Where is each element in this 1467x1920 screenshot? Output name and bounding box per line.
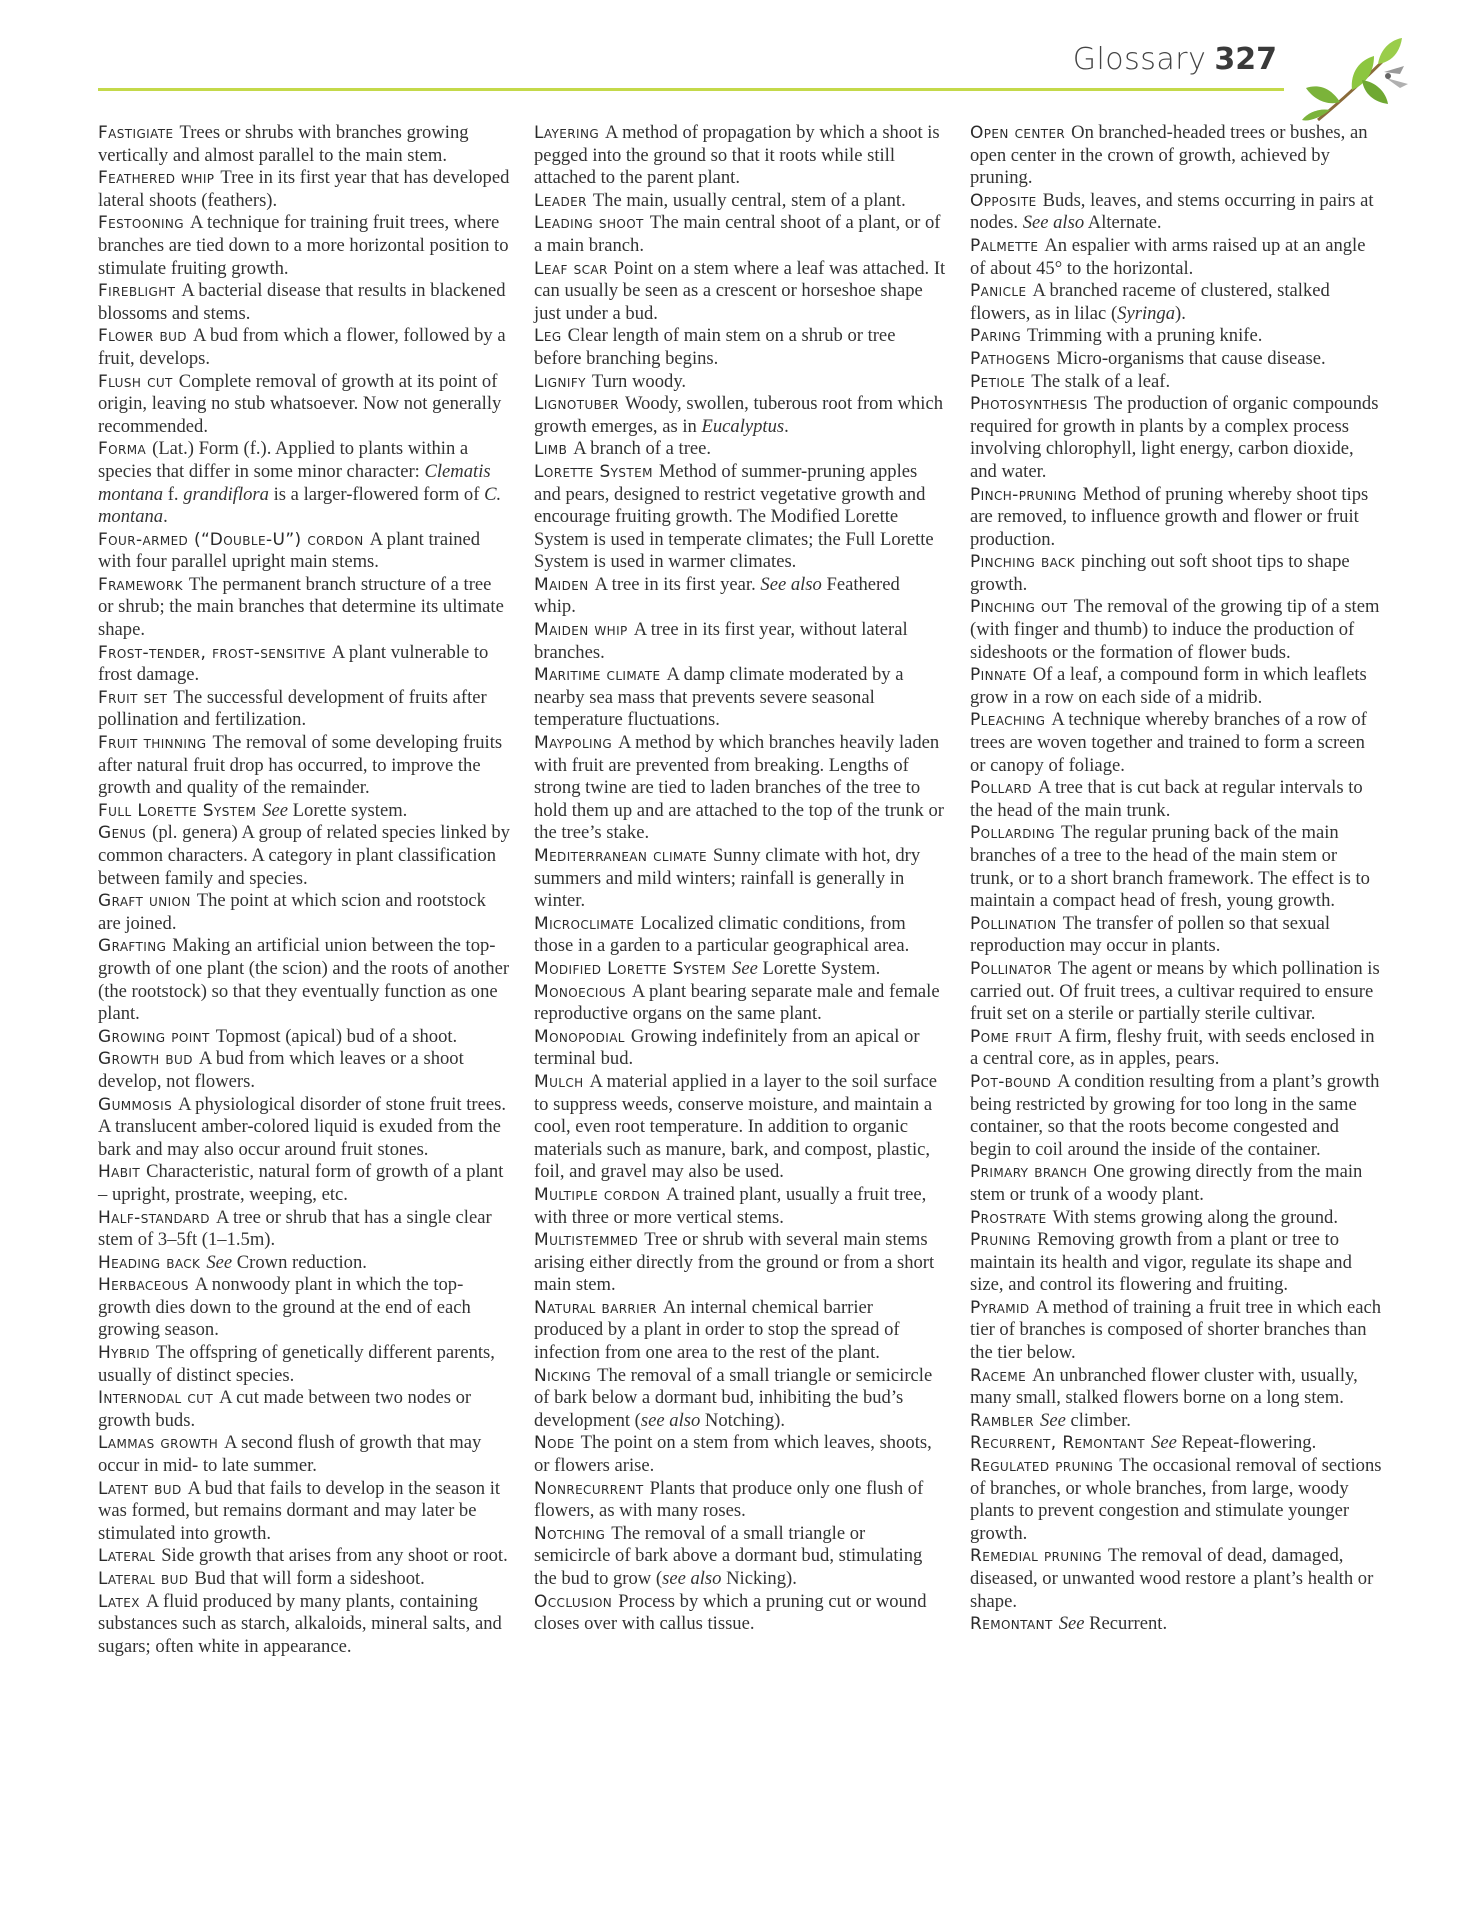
glossary-entry xyxy=(534,1591,946,1636)
glossary-title: Glossary xyxy=(1072,42,1207,77)
glossary-definition: The removal of some developing fruits after natural fruit drop has occurred, to improve the growth and quality of the remainder. xyxy=(98,732,503,799)
glossary-definition: Point on a stem where a leaf was attached. It can usually be seen as a crescent or horseshoe shape just under a bud. xyxy=(534,257,946,324)
glossary-definition: Trimming with a pruning knife. xyxy=(1027,325,1263,347)
glossary-entry xyxy=(970,1161,1382,1206)
glossary-term: Occlusion xyxy=(534,1591,613,1612)
glossary-entry xyxy=(534,1026,946,1071)
glossary-entry xyxy=(970,664,1382,709)
glossary-entry xyxy=(534,1365,946,1433)
glossary-entry xyxy=(534,1478,946,1523)
glossary-term: Lateral bud xyxy=(98,1569,189,1589)
glossary-definition: Tree or shrub with several main stems arising either directly from the ground or from a short main stem. xyxy=(534,1229,935,1296)
glossary-term: Internodal cut xyxy=(98,1388,214,1409)
glossary-definition: Characteristic, natural form of growth of a plant – upright, prostrate, weeping, etc. xyxy=(98,1161,504,1205)
glossary-entry xyxy=(970,235,1382,280)
glossary-column-2 xyxy=(534,122,946,1636)
glossary-term: Festooning xyxy=(98,213,184,234)
glossary-term: Habit xyxy=(98,1162,141,1183)
glossary-term: Photosynthesis xyxy=(970,394,1088,415)
glossary-definition: A bud from which leaves or a shoot develop, not flowers. xyxy=(98,1048,464,1092)
glossary-entry xyxy=(98,1161,510,1206)
glossary-entry xyxy=(970,393,1382,483)
glossary-term: Pinch-pruning xyxy=(970,484,1077,505)
glossary-entry xyxy=(98,1568,510,1591)
glossary-entry xyxy=(534,122,946,190)
glossary-definition: A fluid produced by many plants, containing substances such as starch, alkaloids, mineral salts, and sugars; often white in appearance. xyxy=(98,1590,502,1657)
glossary-entry xyxy=(970,1026,1382,1071)
glossary-term: Pollarding xyxy=(970,823,1055,844)
glossary-definition: A cut made between two nodes or growth buds. xyxy=(98,1387,472,1431)
glossary-term: Leg xyxy=(534,326,562,347)
glossary-entry xyxy=(98,1274,510,1342)
glossary-definition: Bud that will form a sideshoot. xyxy=(194,1568,425,1589)
glossary-entry xyxy=(98,732,510,800)
glossary-definition: A branch of a tree. xyxy=(573,438,712,460)
glossary-term: Latent bud xyxy=(98,1478,182,1499)
glossary-definition: A nonwoody plant in which the top-growth dies down to the ground at the end of each growing season. xyxy=(98,1274,471,1341)
glossary-term: Growth bud xyxy=(98,1049,193,1070)
glossary-definition: Woody, swollen, tuberous root from which growth emerges, as in Eucalyptus. xyxy=(534,393,943,437)
glossary-entry xyxy=(534,325,946,370)
glossary-term: Grafting xyxy=(98,936,167,957)
glossary-definition: Trees or shrubs with branches growing vertically and almost parallel to the main stem. xyxy=(98,122,469,166)
glossary-term: Pot-bound xyxy=(970,1071,1052,1092)
glossary-definition: An internal chemical barrier produced by a plant in order to stop the spread of infection from one area to the rest of the plant. xyxy=(534,1296,900,1364)
glossary-entry xyxy=(970,371,1382,394)
glossary-definition: See Crown reduction. xyxy=(206,1251,367,1273)
glossary-definition: Growing indefinitely from an apical or terminal bud. xyxy=(534,1025,920,1070)
glossary-definition: See Lorette System. xyxy=(732,957,881,979)
glossary-entry xyxy=(98,687,510,732)
glossary-term: Maiden xyxy=(534,574,589,595)
glossary-term: Pathogens xyxy=(970,348,1051,369)
glossary-entry xyxy=(98,890,510,935)
glossary-definition: Buds, leaves, and stems occurring in pairs at nodes. See also Alternate. xyxy=(970,189,1374,234)
glossary-definition: The point at which scion and rootstock are joined. xyxy=(98,890,486,934)
glossary-term: Graft union xyxy=(98,891,191,912)
glossary-entry xyxy=(534,1184,946,1229)
glossary-term: Pinnate xyxy=(970,665,1027,686)
glossary-definition: See climber. xyxy=(1040,1409,1131,1431)
glossary-definition: Tree in its first year that has developed lateral shoots (feathers). xyxy=(98,167,510,211)
glossary-entry xyxy=(534,190,946,213)
glossary-term: Panicle xyxy=(970,281,1027,302)
glossary-definition: Side growth that arises from any shoot or root. xyxy=(161,1545,508,1567)
glossary-definition: (Lat.) Form (f.). Applied to plants within a species that differ in some minor character: Clematis montana f. grandiflora is a larger-flowered form of C. montana. xyxy=(98,438,502,528)
glossary-entry xyxy=(970,1229,1382,1297)
glossary-term: Maiden whip xyxy=(534,620,628,641)
glossary-entry xyxy=(534,732,946,845)
glossary-entry xyxy=(970,190,1382,235)
glossary-entry xyxy=(98,1094,510,1162)
glossary-term: Node xyxy=(534,1433,575,1454)
glossary-definition: One growing directly from the main stem or trunk of a woody plant. xyxy=(970,1161,1363,1205)
glossary-entry xyxy=(98,574,510,642)
glossary-definition: The permanent branch structure of a tree or shrub; the main branches that determine its ultimate shape. xyxy=(98,573,504,641)
glossary-entry xyxy=(534,981,946,1026)
glossary-entry xyxy=(534,664,946,732)
glossary-definition: Sunny climate with hot, dry summers and mild winters; rainfall is generally in winter. xyxy=(534,845,921,912)
glossary-term: Half-standard xyxy=(98,1207,210,1228)
glossary-definition: The removal of a small triangle or semicircle of bark below a dormant bud, inhibiting the bud’s development (see also Notching). xyxy=(534,1364,933,1431)
glossary-entry xyxy=(970,551,1382,596)
glossary-entry xyxy=(98,122,510,167)
glossary-term: Rambler xyxy=(970,1410,1035,1431)
glossary-term: Remontant xyxy=(970,1614,1053,1635)
glossary-definition: See Lorette system. xyxy=(262,799,408,821)
glossary-term: Mulch xyxy=(534,1071,584,1092)
glossary-term: Fastigiate xyxy=(98,123,174,143)
glossary-definition: The main, usually central, stem of a plant. xyxy=(592,189,906,211)
glossary-term: Pinching back xyxy=(970,552,1076,573)
glossary-entry xyxy=(98,822,510,890)
glossary-term: Growing point xyxy=(98,1026,210,1047)
glossary-definition: A plant vulnerable to frost damage. xyxy=(98,641,489,686)
glossary-entry xyxy=(970,777,1382,822)
glossary-definition: A branched raceme of clustered, stalked flowers, as in lilac (Syringa). xyxy=(970,280,1330,324)
glossary-entry xyxy=(970,709,1382,777)
glossary-entry xyxy=(98,280,510,325)
glossary-entry xyxy=(970,325,1382,348)
glossary-entry xyxy=(98,529,510,574)
glossary-entry xyxy=(98,167,510,212)
glossary-entry xyxy=(98,212,510,280)
glossary-entry xyxy=(98,1207,510,1252)
glossary-entry xyxy=(970,1545,1382,1613)
glossary-term: Open center xyxy=(970,123,1066,143)
glossary-term: Regulated pruning xyxy=(970,1456,1114,1477)
glossary-term: Multiple cordon xyxy=(534,1184,661,1205)
glossary-definition: A trained plant, usually a fruit tree, with three or more vertical stems. xyxy=(534,1183,927,1228)
glossary-term: Gummosis xyxy=(98,1094,173,1115)
glossary-term: Pruning xyxy=(970,1230,1031,1251)
glossary-entry xyxy=(534,1229,946,1297)
glossary-definition: A technique for training fruit trees, where branches are tied down to a more horizontal position to stimulate fruiting growth. xyxy=(98,212,509,279)
glossary-term: Opposite xyxy=(970,190,1037,211)
glossary-column-3 xyxy=(970,122,1382,1636)
glossary-definition: A bud that fails to develop in the season it was formed, but remains dormant and may later be stimulated into growth. xyxy=(98,1477,501,1544)
glossary-term: Pollard xyxy=(970,778,1032,799)
glossary-entry xyxy=(98,1432,510,1477)
glossary-definition: A bacterial disease that results in blackened blossoms and stems. xyxy=(98,280,506,324)
glossary-entry xyxy=(970,958,1382,1026)
glossary-term: Leading shoot xyxy=(534,213,644,234)
glossary-entry xyxy=(98,1252,510,1275)
glossary-definition: A method of training a fruit tree in which each tier of branches is composed of shorter branches than the tier below. xyxy=(970,1296,1381,1364)
glossary-definition: See Recurrent. xyxy=(1058,1613,1168,1635)
glossary-definition: The stalk of a leaf. xyxy=(1031,370,1171,392)
glossary-definition: Of a leaf, a compound form in which leaflets grow in a row on each side of a midrib. xyxy=(970,664,1367,708)
glossary-definition: A tree in its first year, without lateral branches. xyxy=(534,619,908,663)
glossary-definition: On branched-headed trees or bushes, an open center in the crown of growth, achieved by pruning. xyxy=(970,122,1368,189)
glossary-definition: A plant trained with four parallel upright main stems. xyxy=(98,528,481,573)
glossary-term: Pome fruit xyxy=(970,1026,1052,1047)
glossary-definition: The transfer of pollen so that sexual reproduction may occur in plants. xyxy=(970,912,1331,957)
glossary-term: Heading back xyxy=(98,1252,201,1273)
glossary-entry xyxy=(970,1365,1382,1410)
glossary-definition: A tree in its first year. See also Feathered whip. xyxy=(534,573,900,618)
glossary-definition: Making an artificial union between the top-growth of one plant (the scion) and the roots of another (the rootstock) so that they eventually function as one plant. xyxy=(98,935,510,1025)
glossary-entry xyxy=(534,619,946,664)
running-head xyxy=(1073,42,1277,77)
glossary-definition: A plant bearing separate male and female reproductive organs on the same plant. xyxy=(534,980,940,1025)
glossary-entry xyxy=(98,1545,510,1568)
glossary-entry xyxy=(534,1523,946,1591)
glossary-definition: The agent or means by which pollination is carried out. Of fruit trees, a cultivar required to ensure fruit set on a sterile or partially sterile cultivar. xyxy=(970,957,1380,1025)
pruning-leaf-icon xyxy=(1300,32,1412,132)
glossary-definition: (pl. genera) A group of related species linked by common characters. A category in plant classification between family and species. xyxy=(98,822,510,889)
glossary-term: Nonrecurrent xyxy=(534,1478,644,1499)
glossary-term: Flower bud xyxy=(98,326,187,347)
page-number: 327 xyxy=(1214,42,1277,77)
glossary-definition: Turn woody. xyxy=(591,370,687,392)
glossary-entry xyxy=(970,1071,1382,1161)
glossary-term: Recurrent, Remontant xyxy=(970,1433,1146,1454)
glossary-definition: A material applied in a layer to the soil surface to suppress weeds, conserve moisture, and maintain a cool, even root temperature. In addition to organic materials such as manure, bark, and compost, plastic, foil, and gravel may also be used. xyxy=(534,1070,938,1183)
glossary-term: Fireblight xyxy=(98,281,176,302)
glossary-definition: A bud from which a flower, followed by a fruit, develops. xyxy=(98,325,506,369)
glossary-definition: The offspring of genetically different parents, usually of distinct species. xyxy=(98,1342,495,1386)
glossary-definition: Localized climatic conditions, from those in a garden to a particular geographical area. xyxy=(534,912,910,957)
glossary-entry xyxy=(970,1297,1382,1365)
glossary-entry xyxy=(970,822,1382,912)
glossary-term: Herbaceous xyxy=(98,1275,189,1296)
glossary-definition: A tree that is cut back at regular intervals to the head of the main trunk. xyxy=(970,777,1363,821)
glossary-entry xyxy=(98,1342,510,1387)
glossary-term: Monoecious xyxy=(534,981,626,1002)
glossary-term: Genus xyxy=(98,823,147,844)
glossary-definition: A technique whereby branches of a row of trees are woven together and trained to form a screen or canopy of foliage. xyxy=(970,709,1367,776)
glossary-definition: The removal of dead, damaged, diseased, or unwanted wood restore a plant’s health or shape. xyxy=(970,1545,1374,1612)
glossary-term: Pinching out xyxy=(970,597,1068,618)
glossary-term: Lignify xyxy=(534,371,586,392)
glossary-entry xyxy=(534,393,946,438)
glossary-definition: The occasional removal of sections of branches, or whole branches, from large, woody plants to prevent congestion and stimulate younger growth. xyxy=(970,1455,1382,1544)
glossary-definition: An espalier with arms raised up at an angle of about 45° to the horizontal. xyxy=(970,234,1366,279)
glossary-definition: See Repeat-flowering. xyxy=(1151,1432,1317,1454)
glossary-entry xyxy=(98,325,510,370)
glossary-definition: A firm, fleshy fruit, with seeds enclosed in a central core, as in apples, pears. xyxy=(970,1025,1375,1070)
glossary-term: Maritime climate xyxy=(534,665,661,686)
glossary-term: Natural barrier xyxy=(534,1297,657,1318)
glossary-term: Leaf scar xyxy=(534,258,608,279)
glossary-entry xyxy=(98,1591,510,1659)
glossary-term: Microclimate xyxy=(534,913,635,934)
glossary-term: Prostrate xyxy=(970,1207,1047,1228)
glossary-term: Primary branch xyxy=(970,1162,1088,1183)
glossary-term: Frost-tender, frost-sensitive xyxy=(98,642,326,663)
glossary-column-1 xyxy=(98,122,510,1658)
glossary-entry xyxy=(534,438,946,461)
glossary-definition: Plants that produce only one flush of flowers, as with many roses. xyxy=(534,1477,924,1522)
glossary-definition: Complete removal of growth at its point of origin, leaving no stub whatsoever. Now not generally recommended. xyxy=(98,370,502,437)
glossary-entry xyxy=(98,1048,510,1093)
glossary-definition: The successful development of fruits after pollination and fertilization. xyxy=(98,686,487,731)
glossary-entry xyxy=(534,913,946,958)
glossary-definition: A method by which branches heavily laden with fruit are prevented from breaking. Lengths of strong twine are tied to laden branches of the tree to hold them up and are attached to the top of the trunk or the tree’s stake. xyxy=(534,732,944,844)
glossary-definition: A second flush of growth that may occur in mid- to late summer. xyxy=(98,1432,482,1477)
glossary-term: Raceme xyxy=(970,1365,1027,1386)
glossary-definition: With stems growing along the ground. xyxy=(1052,1206,1338,1228)
header-rule xyxy=(98,88,1284,91)
glossary-entry xyxy=(98,642,510,687)
glossary-definition: The regular pruning back of the main branches of a tree to the head of the main stem or trunk, or to a short branch framework. The effect is to maintain a compact head of fresh, young growth. xyxy=(970,822,1370,912)
glossary-entry xyxy=(534,1297,946,1365)
glossary-entry xyxy=(534,574,946,619)
glossary-term: Lateral xyxy=(98,1546,156,1567)
glossary-term: Full Lorette System xyxy=(98,800,257,821)
glossary-term: Pyramid xyxy=(970,1297,1030,1318)
glossary-entry xyxy=(970,484,1382,552)
glossary-term: Latex xyxy=(98,1591,140,1612)
glossary-term: Hybrid xyxy=(98,1343,150,1364)
glossary-term: Four-armed (“Double-U”) cordon xyxy=(98,529,364,550)
glossary-definition: Micro-organisms that cause disease. xyxy=(1056,347,1326,369)
glossary-term: Layering xyxy=(534,123,600,143)
glossary-term: Multistemmed xyxy=(534,1230,639,1251)
glossary-entry xyxy=(98,935,510,1025)
glossary-entry xyxy=(98,1026,510,1049)
glossary-entry xyxy=(534,371,946,394)
glossary-entry xyxy=(534,258,946,326)
glossary-term: Leader xyxy=(534,190,587,211)
glossary-term: Palmette xyxy=(970,235,1039,256)
glossary-entry xyxy=(970,280,1382,325)
glossary-term: Pollinator xyxy=(970,958,1052,979)
glossary-entry xyxy=(970,348,1382,371)
glossary-definition: A method of propagation by which a shoot is pegged into the ground so that it roots while still attached to the parent plant. xyxy=(534,122,940,189)
glossary-entry xyxy=(534,845,946,913)
glossary-term: Fruit thinning xyxy=(98,733,207,754)
glossary-entry xyxy=(970,1455,1382,1545)
glossary-definition: The main central shoot of a plant, or of a main branch. xyxy=(534,212,941,256)
glossary-term: Notching xyxy=(534,1523,606,1544)
glossary-definition: Method of summer-pruning apples and pears, designed to restrict vegetative growth and encourage fruiting growth. The Modified Lorette System is used in temperate climates; the Full Lorette System is used in warmer climates. xyxy=(534,460,934,573)
glossary-term: Forma xyxy=(98,439,147,460)
glossary-entry xyxy=(970,1207,1382,1230)
glossary-term: Framework xyxy=(98,574,183,595)
glossary-entry xyxy=(98,371,510,439)
glossary-term: Limb xyxy=(534,439,568,460)
glossary-definition: A tree or shrub that has a single clear stem of 3–5ft (1–1.5m). xyxy=(98,1206,492,1251)
glossary-definition: The point on a stem from which leaves, shoots, or flowers arise. xyxy=(534,1432,932,1477)
glossary-definition: Method of pruning whereby shoot tips are removed, to influence growth and flower or fruit production. xyxy=(970,483,1369,550)
glossary-entry xyxy=(970,1613,1382,1636)
glossary-definition: The production of organic compounds required for growth in plants by a complex process involving chlorophyll, light energy, carbon dioxide, and water. xyxy=(970,393,1379,482)
glossary-columns xyxy=(98,122,1388,1892)
glossary-entry xyxy=(534,212,946,257)
glossary-entry xyxy=(970,1432,1382,1455)
glossary-entry xyxy=(970,913,1382,958)
glossary-definition: Clear length of main stem on a shrub or tree before branching begins. xyxy=(534,325,896,369)
glossary-definition: Topmost (apical) bud of a shoot. xyxy=(215,1025,458,1047)
glossary-entry xyxy=(534,1432,946,1477)
glossary-definition: The removal of a small triangle or semicircle of bark above a dormant bud, stimulating the bud to grow (see also Nicking). xyxy=(534,1522,923,1589)
glossary-entry xyxy=(98,800,510,823)
glossary-term: Mediterranean climate xyxy=(534,846,708,866)
glossary-entry xyxy=(970,1410,1382,1433)
glossary-entry xyxy=(98,1478,510,1546)
glossary-term: Feathered whip xyxy=(98,168,215,189)
page-header xyxy=(0,0,1467,140)
glossary-entry xyxy=(534,461,946,574)
glossary-term: Remedial pruning xyxy=(970,1546,1102,1567)
glossary-term: Lignotuber xyxy=(534,394,619,415)
glossary-term: Nicking xyxy=(534,1365,592,1386)
glossary-definition: Process by which a pruning cut or wound closes over with callus tissue. xyxy=(534,1590,927,1635)
glossary-entry xyxy=(98,1387,510,1432)
glossary-definition: An unbranched flower cluster with, usually, many small, stalked flowers borne on a long stem. xyxy=(970,1364,1358,1409)
glossary-term: Pollination xyxy=(970,913,1057,934)
glossary-term: Pleaching xyxy=(970,710,1046,731)
glossary-term: Paring xyxy=(970,326,1022,347)
glossary-definition: A physiological disorder of stone fruit trees. A translucent amber-colored liquid is exuded from the bark and may also occur around fruit stones. xyxy=(98,1093,506,1160)
glossary-term: Flush cut xyxy=(98,371,173,392)
glossary-definition: pinching out soft shoot tips to shape growth. xyxy=(970,551,1350,595)
glossary-entry xyxy=(534,1071,946,1184)
glossary-definition: A condition resulting from a plant’s growth being restricted by growing for too long in the same container, so that the roots become congested and begin to coil around the inside of the container. xyxy=(970,1070,1380,1160)
glossary-term: Maypoling xyxy=(534,733,613,754)
glossary-definition: Removing growth from a plant or tree to maintain its health and vigor, regulate its shape and size, and control its flowering and fruiting. xyxy=(970,1229,1352,1296)
glossary-term: Lammas growth xyxy=(98,1433,219,1454)
glossary-term: Monopodial xyxy=(534,1026,625,1047)
glossary-entry xyxy=(970,122,1382,190)
glossary-term: Fruit set xyxy=(98,687,168,708)
glossary-definition: The removal of the growing tip of a stem (with finger and thumb) to induce the production of sideshoots or the formation of flower buds. xyxy=(970,596,1380,663)
glossary-term: Lorette System xyxy=(534,461,653,482)
glossary-entry xyxy=(98,438,510,528)
glossary-definition: A damp climate moderated by a nearby sea mass that prevents severe seasonal temperature fluctuations. xyxy=(534,664,904,731)
glossary-entry xyxy=(534,958,946,981)
glossary-entry xyxy=(970,596,1382,664)
glossary-term: Petiole xyxy=(970,371,1026,392)
glossary-term: Modified Lorette System xyxy=(534,958,727,979)
